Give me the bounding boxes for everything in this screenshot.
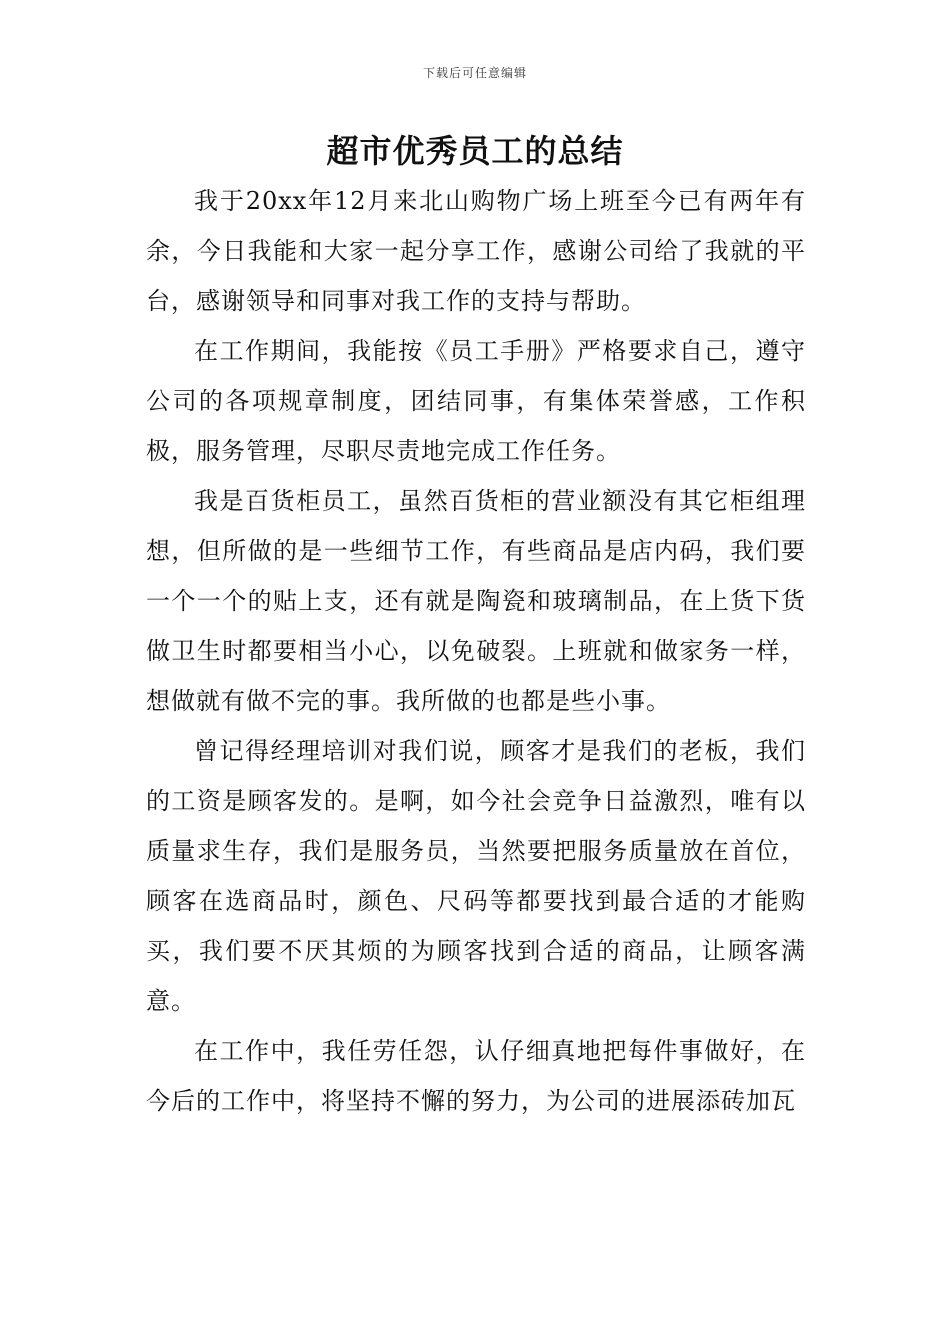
- paragraph: 在工作中，我任劳任怨，认仔细真地把每件事做好，在今后的工作中，将坚持不懈的努力，为公司的进展添砖加瓦: [146, 1037, 806, 1115]
- header-note: 下载后可任意编辑: [422, 66, 527, 80]
- paragraph: 在工作期间，我能按《员工手册》严格要求自己，遵守公司的各项规章制度，团结同事，有集体荣誉感，工作积极，服务管理，尽职尽责地完成工作任务。: [146, 337, 806, 465]
- document-body: [146, 176, 806, 1126]
- paragraph: 曾记得经理培训对我们说，顾客才是我们的老板，我们的工资是顾客发的。是啊，如今社会竞争日益激烈，唯有以质量求生存，我们是服务员，当然要把服务质量放在首位，顾客在选商品时，颜色、尺码等都要找到最合适的才能购买，我们要不厌其烦的为顾客找到合适的商品，让顾客满意。: [146, 737, 806, 1015]
- paragraph: 我于20xx年12月来北山购物广场上班至今已有两年有余，今日我能和大家一起分享工作，感谢公司给了我就的平台，感谢领导和同事对我工作的支持与帮助。: [146, 187, 806, 315]
- paragraph: 我是百货柜员工，虽然百货柜的营业额没有其它柜组理想，但所做的是一些细节工作，有些商品是店内码，我们要一个一个的贴上支，还有就是陶瓷和玻璃制品，在上货下货做卫生时都要相当小心，以免破裂。上班就和做家务一样，想做就有做不完的事。我所做的也都是些小事。: [146, 487, 806, 715]
- document-title: 超市优秀员工的总结: [326, 132, 624, 170]
